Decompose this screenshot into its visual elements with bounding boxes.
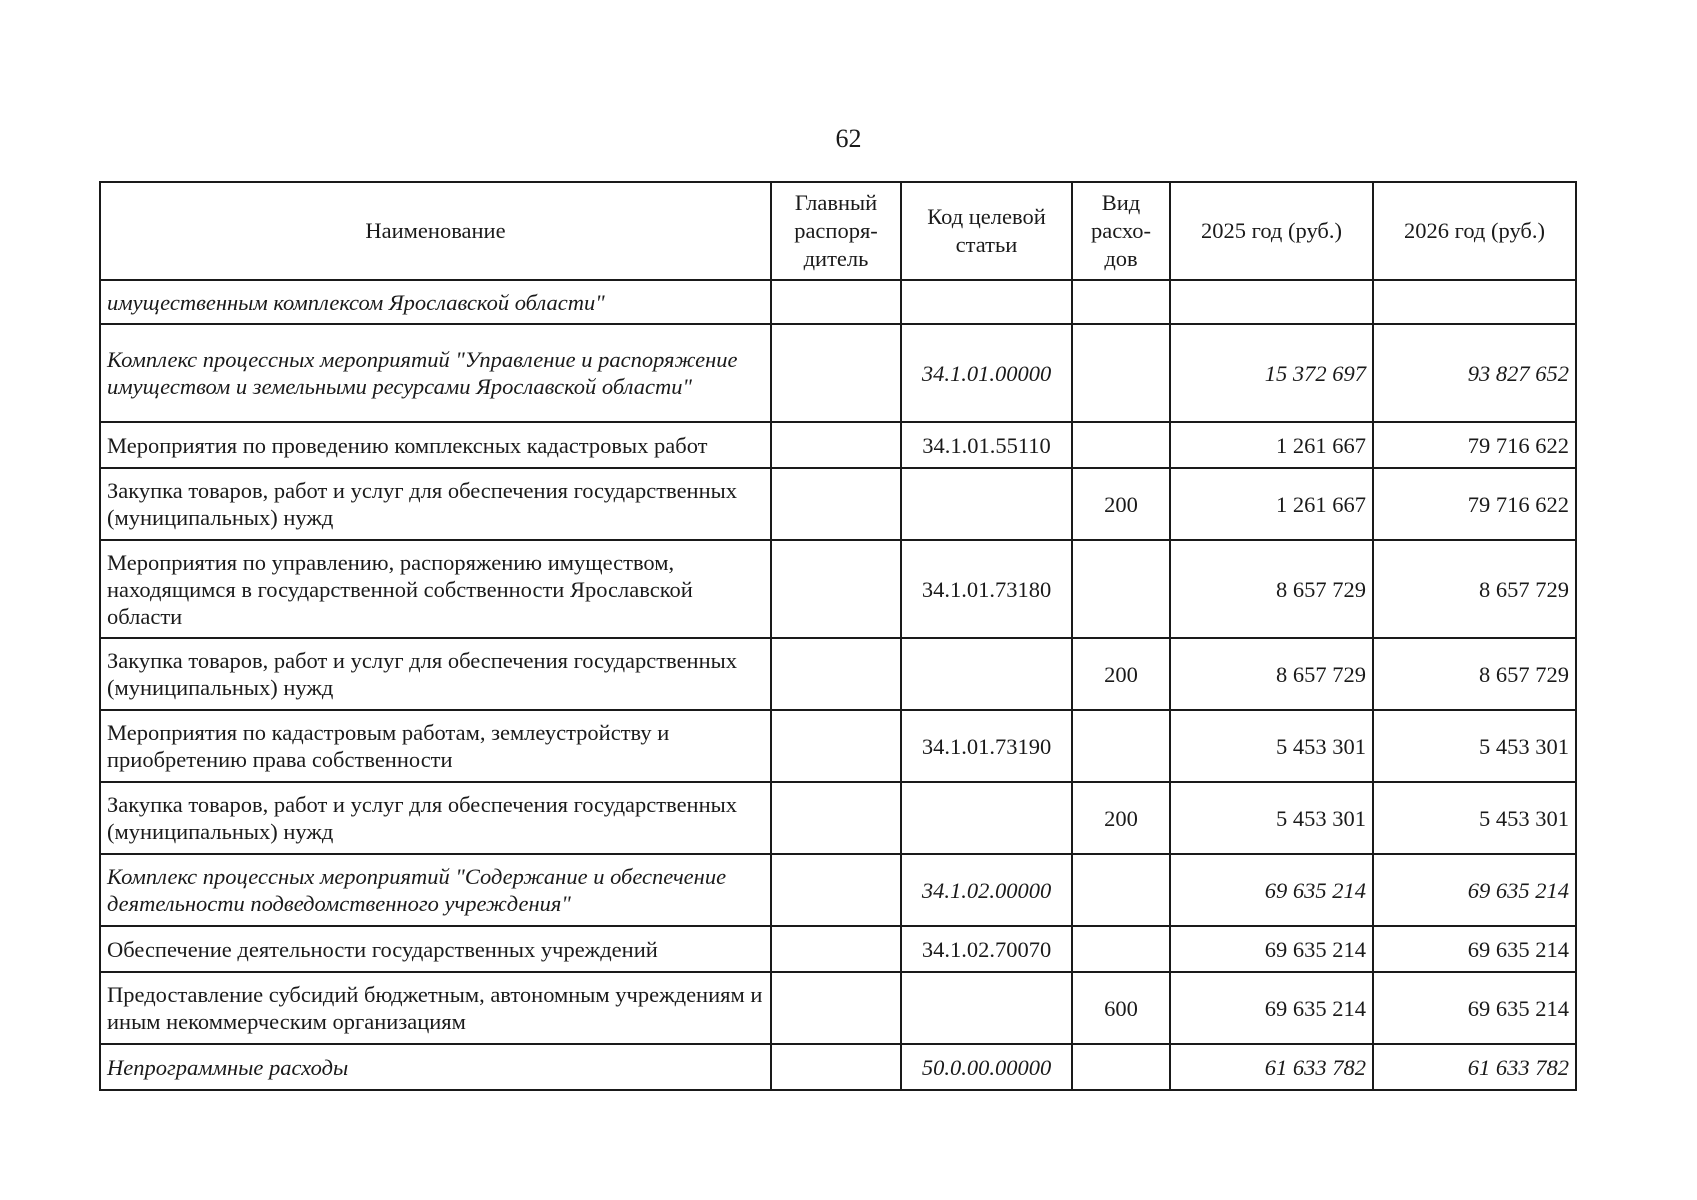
row-name: Обеспечение деятельности государственных учреждений <box>100 926 771 972</box>
row-2026: 69 635 214 <box>1373 854 1576 926</box>
row-code: 34.1.02.00000 <box>901 854 1072 926</box>
page-number: 62 <box>835 124 862 153</box>
row-kind: 600 <box>1072 972 1170 1044</box>
row-code: 34.1.01.55110 <box>901 422 1072 468</box>
row-name: Непрограммные расходы <box>100 1044 771 1090</box>
row-code <box>901 468 1072 540</box>
row-name: Мероприятия по кадастровым работам, землеустройству и приобретению права собственности <box>100 710 771 782</box>
row-2025: 69 635 214 <box>1170 972 1373 1044</box>
header-2025: 2025 год (руб.) <box>1170 182 1373 280</box>
row-name: имущественным комплексом Ярославской области" <box>100 280 771 324</box>
table-row <box>100 782 1576 854</box>
table-row <box>100 422 1576 468</box>
row-2026: 93 827 652 <box>1373 324 1576 422</box>
row-main-manager <box>771 782 901 854</box>
row-2025: 1 261 667 <box>1170 468 1373 540</box>
row-kind <box>1072 854 1170 926</box>
row-main-manager <box>771 972 901 1044</box>
row-2025: 8 657 729 <box>1170 638 1373 710</box>
row-kind <box>1072 1044 1170 1090</box>
table-row <box>100 324 1576 422</box>
budget-table <box>99 181 1577 1091</box>
header-code: Код целевой статьи <box>901 182 1072 280</box>
row-main-manager <box>771 540 901 638</box>
row-code <box>901 638 1072 710</box>
header-main-manager: Главный распоря-дитель <box>771 182 901 280</box>
row-main-manager <box>771 324 901 422</box>
row-2026: 61 633 782 <box>1373 1044 1576 1090</box>
table-row <box>100 972 1576 1044</box>
row-main-manager <box>771 854 901 926</box>
row-2026: 79 716 622 <box>1373 468 1576 540</box>
row-2026: 69 635 214 <box>1373 926 1576 972</box>
row-main-manager <box>771 1044 901 1090</box>
table-row <box>100 710 1576 782</box>
row-code: 34.1.02.70070 <box>901 926 1072 972</box>
row-main-manager <box>771 468 901 540</box>
row-name: Закупка товаров, работ и услуг для обеспечения государственных (муниципальных) нужд <box>100 782 771 854</box>
row-main-manager <box>771 422 901 468</box>
row-2026: 5 453 301 <box>1373 710 1576 782</box>
row-2026: 69 635 214 <box>1373 972 1576 1044</box>
row-2025: 69 635 214 <box>1170 854 1373 926</box>
header-2026: 2026 год (руб.) <box>1373 182 1576 280</box>
row-code <box>901 280 1072 324</box>
row-2025: 5 453 301 <box>1170 710 1373 782</box>
row-main-manager <box>771 280 901 324</box>
table-row <box>100 468 1576 540</box>
row-name: Закупка товаров, работ и услуг для обеспечения государственных (муниципальных) нужд <box>100 468 771 540</box>
row-main-manager <box>771 926 901 972</box>
row-kind <box>1072 710 1170 782</box>
row-2025: 69 635 214 <box>1170 926 1373 972</box>
row-name: Предоставление субсидий бюджетным, автономным учреждениям и иным некоммерческим организациям <box>100 972 771 1044</box>
row-2026: 5 453 301 <box>1373 782 1576 854</box>
row-kind <box>1072 280 1170 324</box>
table-row <box>100 540 1576 638</box>
row-name: Мероприятия по проведению комплексных кадастровых работ <box>100 422 771 468</box>
row-2025 <box>1170 280 1373 324</box>
row-main-manager <box>771 638 901 710</box>
row-name: Мероприятия по управлению, распоряжению имуществом, находящимся в государственной собственности Ярославской области <box>100 540 771 638</box>
row-kind: 200 <box>1072 638 1170 710</box>
row-2025: 8 657 729 <box>1170 540 1373 638</box>
row-code: 34.1.01.00000 <box>901 324 1072 422</box>
row-kind <box>1072 324 1170 422</box>
table-row <box>100 854 1576 926</box>
row-main-manager <box>771 710 901 782</box>
row-kind: 200 <box>1072 468 1170 540</box>
row-code <box>901 972 1072 1044</box>
row-2026: 8 657 729 <box>1373 638 1576 710</box>
table-header-row <box>100 182 1576 280</box>
row-kind <box>1072 540 1170 638</box>
row-code: 34.1.01.73190 <box>901 710 1072 782</box>
row-name: Комплекс процессных мероприятий "Содержание и обеспечение деятельности подведомственного учреждения" <box>100 854 771 926</box>
row-kind <box>1072 926 1170 972</box>
row-2025: 1 261 667 <box>1170 422 1373 468</box>
row-code <box>901 782 1072 854</box>
row-2025: 5 453 301 <box>1170 782 1373 854</box>
table-row <box>100 638 1576 710</box>
row-code: 50.0.00.00000 <box>901 1044 1072 1090</box>
table-row <box>100 1044 1576 1090</box>
row-kind <box>1072 422 1170 468</box>
row-2025: 15 372 697 <box>1170 324 1373 422</box>
row-name: Закупка товаров, работ и услуг для обеспечения государственных (муниципальных) нужд <box>100 638 771 710</box>
row-2026 <box>1373 280 1576 324</box>
header-kind: Вид расхо-дов <box>1072 182 1170 280</box>
row-name: Комплекс процессных мероприятий "Управление и распоряжение имуществом и земельными ресурсами Ярославской области" <box>100 324 771 422</box>
row-kind: 200 <box>1072 782 1170 854</box>
table-row <box>100 280 1576 324</box>
row-2026: 8 657 729 <box>1373 540 1576 638</box>
row-code: 34.1.01.73180 <box>901 540 1072 638</box>
header-name: Наименование <box>100 182 771 280</box>
row-2026: 79 716 622 <box>1373 422 1576 468</box>
row-2025: 61 633 782 <box>1170 1044 1373 1090</box>
table-row <box>100 926 1576 972</box>
